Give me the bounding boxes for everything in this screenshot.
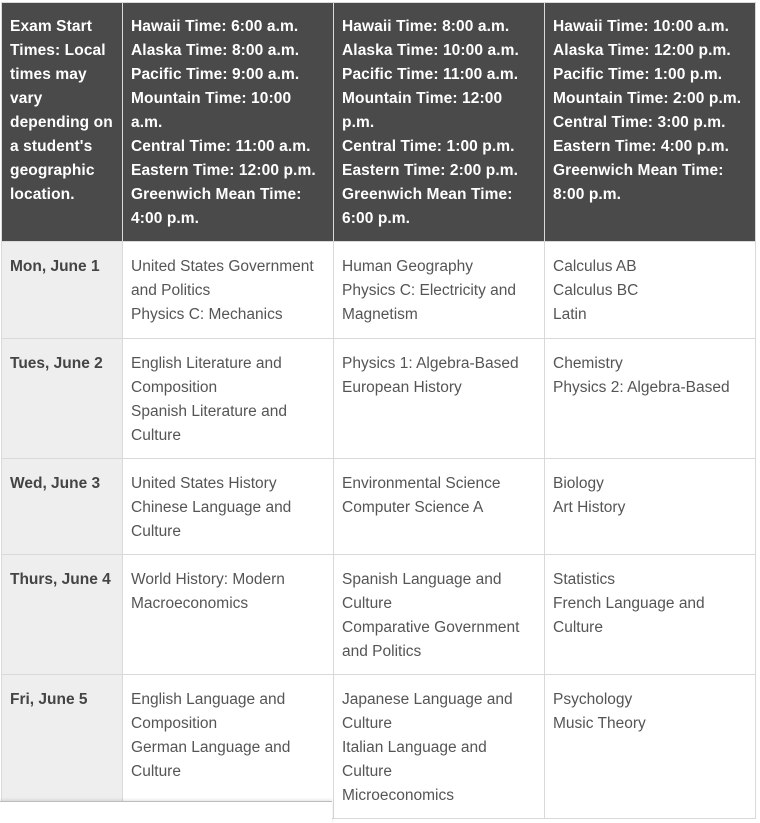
exam-cell [123, 339, 334, 459]
exam-line: Culture [342, 763, 392, 780]
slot-time-line: Pacific Time: 9:00 a.m. [131, 66, 300, 83]
slot-time-line: p.m. [342, 114, 375, 131]
day-cell: Wed, June 3 [2, 459, 123, 555]
slot-time-line: Hawaii Time: 10:00 a.m. [553, 18, 730, 35]
slot-time-line: Alaska Time: 10:00 a.m. [342, 42, 519, 59]
exam-line: Culture [131, 427, 181, 444]
exam-cell [123, 459, 334, 555]
exam-line: English Language and [131, 691, 286, 708]
exam-cell [545, 675, 756, 819]
slot-time-line: Pacific Time: 1:00 p.m. [553, 66, 723, 83]
exam-line: English Literature and [131, 355, 282, 372]
slot-time-line: Greenwich Mean Time: [131, 186, 302, 203]
exam-line: and Politics [131, 282, 211, 299]
exam-line: French Language and [553, 595, 705, 612]
slot-time-line: Central Time: 1:00 p.m. [342, 138, 515, 155]
exam-cell [545, 242, 756, 339]
exam-cell [334, 555, 545, 675]
slot-time-line: Eastern Time: 12:00 p.m. [131, 162, 316, 179]
exam-cell [334, 339, 545, 459]
exam-line: Music Theory [553, 715, 646, 732]
slot-time-line: 4:00 p.m. [131, 210, 200, 227]
exam-line: Computer Science A [342, 499, 484, 516]
exam-line: Culture [342, 595, 392, 612]
header-corner-line: Times: Local [10, 42, 106, 59]
exam-line: Statistics [553, 571, 616, 588]
bottom-overlay-bar [0, 801, 332, 823]
exam-line: Calculus AB [553, 258, 637, 275]
exam-line: Chemistry [553, 355, 623, 372]
exam-line: World History: Modern [131, 571, 285, 588]
exam-line: and Politics [342, 643, 422, 660]
table-row [2, 555, 756, 675]
header-corner-cell [2, 3, 123, 242]
header-corner-line: Exam Start [10, 18, 92, 35]
exam-line: Human Geography [342, 258, 473, 275]
exam-line: Microeconomics [342, 787, 454, 804]
exam-line: Environmental Science [342, 475, 501, 492]
header-corner-line: vary [10, 90, 43, 107]
exam-line: Spanish Language and [342, 571, 502, 588]
day-cell: Thurs, June 4 [2, 555, 123, 675]
slot-time-line: Pacific Time: 11:00 a.m. [342, 66, 519, 83]
slot-time-line: Mountain Time: 10:00 a.m. [131, 90, 292, 131]
exam-line: Spanish Literature and [131, 403, 287, 420]
slot-time-line: Eastern Time: 2:00 p.m. [342, 162, 519, 179]
exam-cell [123, 242, 334, 339]
day-cell: Fri, June 5 [2, 675, 123, 819]
header-corner-line: a student's [10, 138, 93, 155]
exam-line: Composition [131, 379, 218, 396]
header-slot-1 [123, 3, 334, 242]
table-row [2, 675, 756, 819]
exam-schedule-table [1, 2, 756, 819]
exam-cell [545, 555, 756, 675]
exam-line: Japanese Language and [342, 691, 513, 708]
exam-line: Physics 2: Algebra-Based [553, 379, 730, 396]
slot-time-line: Eastern Time: 4:00 p.m. [553, 138, 730, 155]
slot-time-line: Hawaii Time: 6:00 a.m. [131, 18, 299, 35]
exam-line: Physics C: Mechanics [131, 306, 283, 323]
day-cell: Mon, June 1 [2, 242, 123, 339]
table-row [2, 339, 756, 459]
slot-time-line: Greenwich Mean Time: [342, 186, 513, 203]
exam-cell [334, 675, 545, 819]
exam-cell [545, 459, 756, 555]
exam-cell [334, 242, 545, 339]
slot-time-line: Hawaii Time: 8:00 a.m. [342, 18, 510, 35]
slot-time-line: Greenwich Mean Time: [553, 162, 724, 179]
exam-line: Culture [342, 715, 392, 732]
exam-line: Macroeconomics [131, 595, 249, 612]
header-row [2, 3, 756, 242]
header-corner-line: location. [10, 186, 75, 203]
exam-line: United States History [131, 475, 277, 492]
exam-line: Biology [553, 475, 604, 492]
slot-time-line: 8:00 p.m. [553, 186, 622, 203]
exam-line: Chinese Language and [131, 499, 292, 516]
exam-cell [545, 339, 756, 459]
exam-line: Art History [553, 499, 626, 516]
header-slot-3 [545, 3, 756, 242]
header-corner-line: times may [10, 66, 87, 83]
exam-line: Culture [131, 523, 181, 540]
exam-line: Calculus BC [553, 282, 639, 299]
table-row [2, 459, 756, 555]
exam-line: Culture [553, 619, 603, 636]
exam-line: Psychology [553, 691, 633, 708]
day-cell: Tues, June 2 [2, 339, 123, 459]
table-row [2, 242, 756, 339]
exam-line: Composition [131, 715, 218, 732]
header-slot-2 [334, 3, 545, 242]
header-corner-line: geographic [10, 162, 95, 179]
slot-time-line: Alaska Time: 8:00 a.m. [131, 42, 300, 59]
slot-time-line: Mountain Time: 2:00 p.m. [553, 90, 742, 107]
exam-line: Comparative Government [342, 619, 520, 636]
slot-time-line: Mountain Time: 12:00 [342, 90, 503, 107]
slot-time-line: Central Time: 3:00 p.m. [553, 114, 726, 131]
exam-line: Culture [131, 763, 181, 780]
slot-time-line: 6:00 p.m. [342, 210, 411, 227]
exam-line: Physics C: Electricity and [342, 282, 516, 299]
exam-cell [123, 555, 334, 675]
exam-line: German Language and [131, 739, 291, 756]
header-corner-line: depending on [10, 114, 113, 131]
exam-cell [334, 459, 545, 555]
exam-line: Physics 1: Algebra-Based [342, 355, 519, 372]
exam-cell [123, 675, 334, 819]
slot-time-line: Central Time: 11:00 a.m. [131, 138, 311, 155]
exam-line: European History [342, 379, 462, 396]
exam-line: Magnetism [342, 306, 418, 323]
exam-line: United States Government [131, 258, 314, 275]
slot-time-line: Alaska Time: 12:00 p.m. [553, 42, 731, 59]
exam-line: Latin [553, 306, 587, 323]
exam-line: Italian Language and [342, 739, 487, 756]
